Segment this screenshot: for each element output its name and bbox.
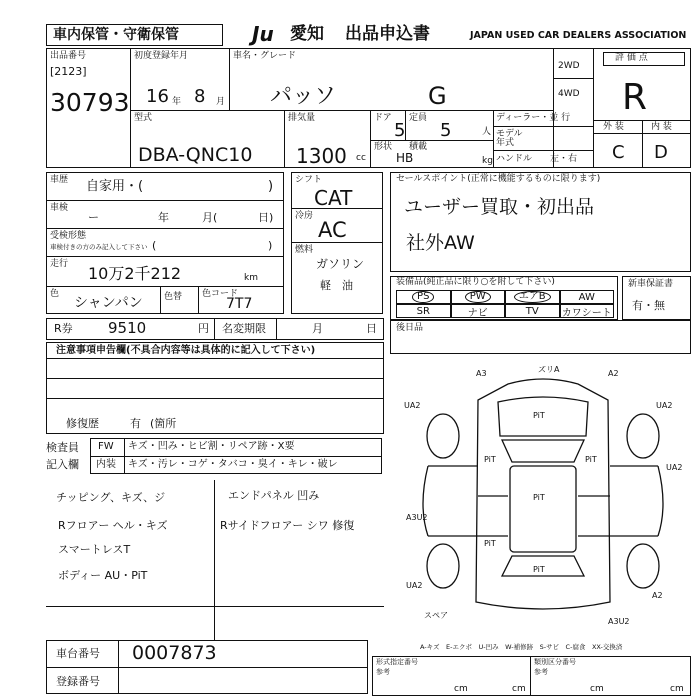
diagram-legend: A-キズ E-エクボ U-凹み W-補修跡 S-サビ C-腐食 XX-交換済 — [420, 643, 623, 651]
shape-value: HB — [396, 151, 414, 165]
mark-pit-right: PiT — [585, 455, 597, 464]
mark-ua2-fr: UA2 — [656, 401, 673, 410]
receipt-label: 受検形態 — [50, 231, 87, 241]
first-reg-month: 8 — [194, 86, 206, 107]
comment-5: スマートレスT — [58, 543, 131, 556]
mark-zuri-a: ズリA — [538, 366, 560, 374]
model-name-label: 車名・グレード — [233, 51, 297, 61]
mark-pit-left-rear: PiT — [484, 539, 496, 548]
name-change-month: 月 — [312, 322, 323, 335]
sales-point-block — [390, 172, 691, 272]
equipment-label: 装備品(純正品に限り○を附して下さい) — [396, 277, 555, 287]
mark-pit-roof: PiT — [533, 493, 545, 502]
cm-unit-4: cm — [670, 684, 684, 694]
inspection-month: 月( — [202, 211, 218, 224]
ext-value: C — [612, 142, 625, 163]
inspector-row2: キズ・汚レ・コゲ・タバコ・臭イ・キレ・破レ — [128, 459, 338, 470]
recycle-value: 9510 — [108, 319, 147, 337]
comment-6: ボディー AU・PiT — [58, 569, 148, 582]
handle-label: ハンドル — [496, 154, 533, 164]
form-title: 出品申込書 — [345, 24, 430, 44]
receipt-open: ( — [152, 239, 157, 252]
back-order-label: 後日品 — [396, 323, 424, 333]
mark-a3u2-rear: A3U2 — [608, 617, 630, 626]
inspection-dash: ー — [88, 211, 99, 224]
seats-unit: 人 — [482, 127, 492, 137]
bottom-right-block — [372, 656, 691, 696]
warranty-label: 新車保証書 — [628, 279, 674, 289]
first-reg-year-unit: 年 — [172, 97, 182, 107]
use-label: 車歴 — [50, 175, 69, 185]
type-value: DBA-QNC10 — [138, 144, 253, 166]
dealer-label: ディーラー・並 行 — [496, 113, 571, 123]
first-reg-era: 16 — [146, 86, 169, 107]
equipment-item: カワシート — [560, 304, 615, 318]
mark-spare: スペア — [424, 611, 448, 620]
equipment-item: エアB — [505, 290, 560, 304]
type-designation-label: 形式指定番号 — [376, 658, 418, 666]
recycle-label: R券 — [54, 322, 73, 335]
model-year-label: モデル 年式 — [496, 129, 523, 148]
storage-title-box — [46, 24, 223, 46]
notes-label: 注意事項申告欄(不具合内容等は具体的に記入して下さい) — [56, 345, 316, 356]
fuel-value: ガソリン — [316, 257, 365, 271]
shape-label: 形状 — [374, 142, 393, 152]
fuel-label: 燃料 — [295, 245, 314, 255]
load-label: 積載 — [409, 142, 428, 152]
inspector-row2-head: 内装 — [96, 459, 116, 470]
disp-value: 1300 — [296, 144, 347, 168]
repair-label: 修復歴 — [66, 417, 99, 430]
doors-label: ドア — [374, 113, 392, 123]
mark-a3-front: A3 — [476, 369, 487, 378]
mark-pit-rear: PiT — [533, 565, 545, 574]
model-grade-value: G — [428, 82, 447, 110]
inspector-row1-head: FW — [98, 441, 114, 452]
ref-label-left: 参考 — [376, 668, 390, 676]
disp-label: 排気量 — [288, 113, 316, 123]
repair-place: (箇所 — [150, 417, 177, 430]
chassis-value: 0007873 — [132, 642, 217, 664]
inspector-label2: 記入欄 — [46, 458, 79, 471]
name-change-label: 名変期限 — [222, 322, 266, 335]
drive-4wd: 4WD — [558, 89, 580, 99]
ext-label: 外 装 — [603, 122, 624, 132]
comment-1: チッピング、キズ、ジ — [56, 491, 166, 504]
ref-label-right: 参考 — [534, 668, 548, 676]
inspector-row1: キズ・凹み・ヒビ割・リペア跡・X要 — [128, 441, 295, 452]
comment-4: Rサイドフロアー シワ 修復 — [220, 519, 355, 532]
doors-value: 5 — [394, 120, 406, 141]
score-label: 評 価 点 — [615, 53, 648, 63]
receipt-close: ) — [268, 239, 273, 252]
inspector-label1: 検査員 — [46, 441, 79, 454]
cm-unit-1: cm — [454, 684, 468, 694]
fuel-option: 軽 油 — [320, 279, 353, 292]
comment-3: Rフロアー ヘル・キズ — [58, 519, 168, 532]
equipment-item: PW — [451, 290, 506, 304]
use-value: 自家用・( — [86, 179, 144, 194]
ac-value: AC — [318, 218, 347, 242]
inspection-label: 車検 — [50, 203, 69, 213]
mark-pit-hood: PiT — [533, 411, 545, 420]
comment-2: エンドパネル 凹み — [228, 489, 320, 502]
equipment-item: PS — [396, 290, 451, 304]
warranty-opts: 有・無 — [632, 299, 665, 312]
back-order-block — [390, 320, 691, 354]
ju-logo-pref: 愛知 — [290, 24, 324, 44]
reg-no-label: 登録番号 — [56, 675, 100, 688]
equipment-item: AW — [560, 290, 615, 304]
association-name: JAPAN USED CAR DEALERS ASSOCIATION — [470, 30, 687, 41]
mark-ua2-rl: UA2 — [406, 581, 423, 590]
mark-ua2-r-side: UA2 — [666, 463, 683, 472]
first-reg-label: 初度登録年月 — [134, 51, 189, 61]
sales-point-line1: ユーザー買取・初出品 — [404, 196, 595, 218]
use-close: ) — [268, 179, 274, 194]
chassis-label: 車台番号 — [56, 647, 100, 660]
color-orig-label: 色替 — [164, 292, 183, 302]
class-number-label: 類別区分番号 — [534, 658, 576, 666]
recycle-block — [46, 318, 384, 340]
int-value: D — [654, 142, 668, 163]
equipment-item: TV — [505, 304, 560, 318]
car-damage-diagram — [398, 366, 688, 626]
name-change-day: 日 — [366, 322, 377, 335]
inspection-day: 日) — [258, 211, 274, 224]
lot-number: 30793 — [50, 88, 130, 117]
int-label: 内 装 — [651, 122, 672, 132]
first-reg-month-unit: 月 — [216, 97, 226, 107]
inspection-year: 年 — [158, 211, 169, 224]
cm-unit-3: cm — [590, 684, 604, 694]
type-label: 型式 — [134, 113, 153, 123]
shift-value: CAT — [314, 186, 353, 210]
mark-a3u2-left: A3U2 — [406, 513, 428, 522]
seats-label: 定員 — [409, 113, 428, 123]
mileage-value: 10万2千212 — [88, 264, 182, 283]
ju-logo-mark: Ju — [252, 22, 274, 46]
lot-label: 出品番号 — [50, 51, 87, 61]
seats-value: 5 — [440, 120, 452, 141]
equipment-grid — [396, 290, 614, 318]
sales-point-label: セールスポイント(正常に機能するものに限ります) — [396, 174, 601, 184]
mileage-unit: km — [244, 273, 258, 283]
color-label: 色 — [50, 289, 60, 299]
shift-label: シフト — [295, 175, 323, 185]
recycle-unit: 円 — [198, 322, 209, 335]
disp-unit: cc — [356, 153, 366, 163]
load-unit: kg — [482, 156, 493, 166]
color-code-value: 7T7 — [226, 296, 253, 312]
mileage-label: 走行 — [50, 259, 69, 269]
diagram-marks — [404, 366, 682, 626]
handle-opts: 左・右 — [550, 154, 578, 164]
sales-point-line2: 社外AW — [406, 232, 475, 254]
mark-a2-rear: A2 — [652, 591, 663, 600]
mark-pit-left: PiT — [484, 455, 496, 464]
color-code-label: 色コード — [202, 289, 239, 299]
repair-value: 有 — [130, 417, 141, 430]
receipt-note: 車検付きの方のみ記入して下さい — [50, 243, 148, 251]
equipment-item: ナビ — [451, 304, 506, 318]
mark-ua2-fl: UA2 — [404, 401, 421, 410]
ac-label: 冷房 — [295, 211, 314, 221]
score-value: R — [622, 77, 648, 118]
model-name-value: パッソ — [270, 84, 337, 109]
lot-code: [2123] — [50, 65, 87, 78]
equipment-item: SR — [396, 304, 451, 318]
mark-a2-front-right: A2 — [608, 369, 619, 378]
cm-unit-2: cm — [512, 684, 526, 694]
drive-2wd: 2WD — [558, 61, 580, 71]
color-value: シャンパン — [74, 295, 143, 311]
storage-title: 車内保管・守衛保管 — [53, 27, 179, 43]
